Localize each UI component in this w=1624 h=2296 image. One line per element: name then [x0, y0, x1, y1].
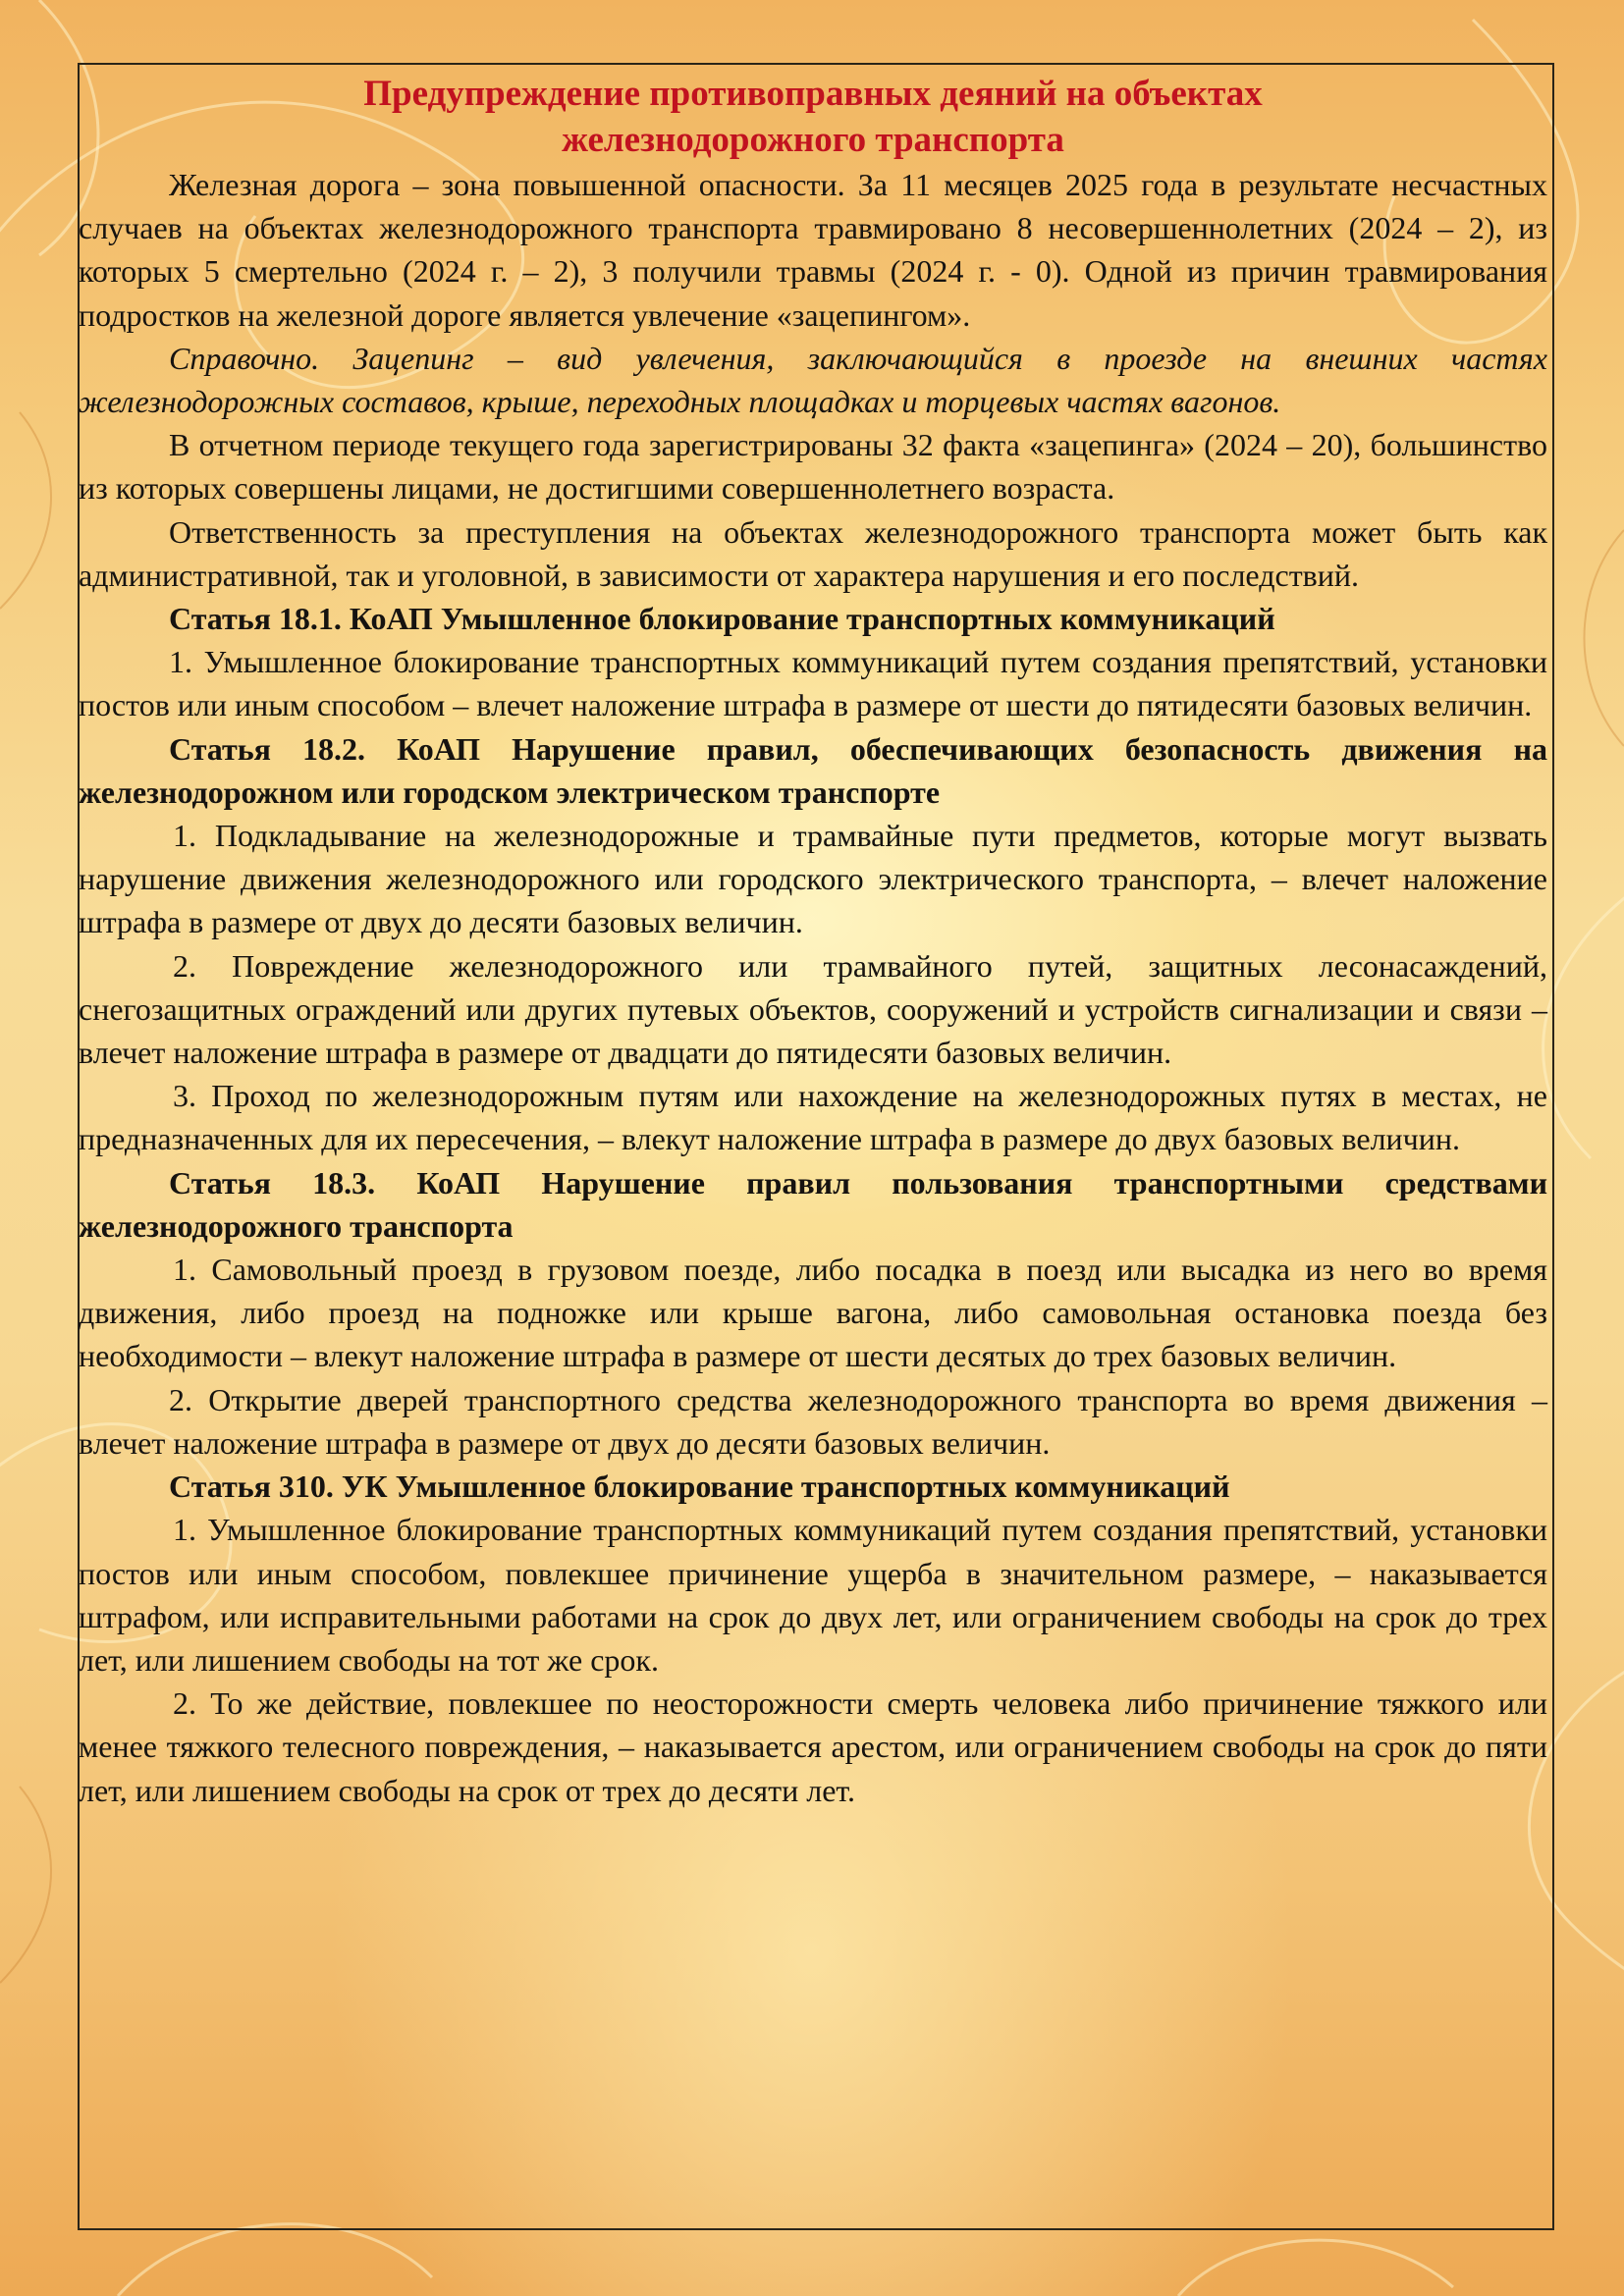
article-item: 1. Умышленное блокирование транспортных коммуникаций путем создания препятствий, установки постов или иным способом, повлекшее причинение ущерба в значительном размере, – наказывается штрафом, или исправительными работами на срок до двух лет, или ограничением свободы на срок до трех лет, или лишением свободы на тот же срок.	[79, 1512, 1547, 1678]
article-item: 1. Подкладывание на железнодорожные и трамвайные пути предметов, которые могут вызвать нарушение движения железнодорожного или городского электрического транспорта, – влечет наложение штрафа в размере от двух до десяти базовых величин.	[79, 818, 1547, 940]
document-title-line-2: железнодорожного транспорта	[562, 120, 1064, 160]
article-item: 1. Самовольный проезд в грузовом поезде, либо посадка в поезд или высадка из него во время движения, либо проезд на подножке или крыше вагона, либо самовольная остановка поезда без необходимости – влекут наложение штрафа в размере от шести десятых до трех базовых величин.	[79, 1252, 1547, 1374]
article-heading: Статья 18.1. КоАП Умышленное блокирование транспортных коммуникаций	[169, 601, 1275, 637]
document-title	[79, 71, 1547, 163]
article-item: 2. То же действие, повлекшее по неосторожности смерть человека либо причинение тяжкого или менее тяжкого телесного повреждения, – наказывается арестом, или ограничением свободы на срок до пяти лет, или лишением свободы на срок от трех до десяти лет.	[79, 1685, 1547, 1808]
document-content	[79, 71, 1547, 1812]
article-item: 3. Проход по железнодорожным путям или нахождение на железнодорожных путях в местах, не предназначенных для их пересечения, – влекут наложение штрафа в размере до двух базовых величин.	[79, 1078, 1547, 1157]
article-item: 2. Открытие дверей транспортного средства железнодорожного транспорта во время движения – влечет наложение штрафа в размере от двух до десяти базовых величин.	[79, 1381, 1547, 1461]
article-heading: Статья 18.3. КоАП Нарушение правил пользования транспортными средствами железнодорожного транспорта	[79, 1164, 1547, 1244]
responsibility-paragraph: Ответственность за преступления на объектах железнодорожного транспорта может быть как административной, так и уголовной, в зависимости от характера нарушения и его последствий.	[79, 513, 1547, 593]
reference-paragraph: Справочно. Зацепинг – вид увлечения, заключающийся в проезде на внешних частях железнодорожных составов, крыше, переходных площадках и торцевых частях вагонов.	[79, 340, 1547, 420]
statistics-paragraph: В отчетном периоде текущего года зарегистрированы 32 факта «зацепинга» (2024 – 20), большинство из которых совершены лицами, не достигшими совершеннолетнего возраста.	[79, 427, 1547, 507]
article-heading: Статья 18.2. КоАП Нарушение правил, обеспечивающих безопасность движения на железнодорожном или городском электрическом транспорте	[79, 730, 1547, 810]
article-heading: Статья 310. УК Умышленное блокирование транспортных коммуникаций	[169, 1468, 1230, 1505]
article-item: 2. Повреждение железнодорожного или трамвайного путей, защитных лесонасаждений, снегозащитных ограждений или других путевых объектов, сооружений и устройств сигнализации и связи – влечет наложение штрафа в размере от двадцати до пятидесяти базовых величин.	[79, 947, 1547, 1071]
document-body	[79, 163, 1547, 1812]
intro-paragraph: Железная дорога – зона повышенной опасности. За 11 месяцев 2025 года в результате несчастных случаев на объектах железнодорожного транспорта травмировано 8 несовершеннолетних (2024 – 2), из которых 5 смертельно (2024 г. – 2), 3 получили травмы (2024 г. - 0). Одной из причин травмирования подростков на железной дороге является увлечение «зацепингом».	[79, 167, 1547, 333]
article-item: 1. Умышленное блокирование транспортных коммуникаций путем создания препятствий, установки постов или иным способом – влечет наложение штрафа в размере от шести до пятидесяти базовых величин.	[79, 644, 1547, 723]
document-title-line-1: Предупреждение противоправных деяний на объектах	[363, 74, 1263, 114]
